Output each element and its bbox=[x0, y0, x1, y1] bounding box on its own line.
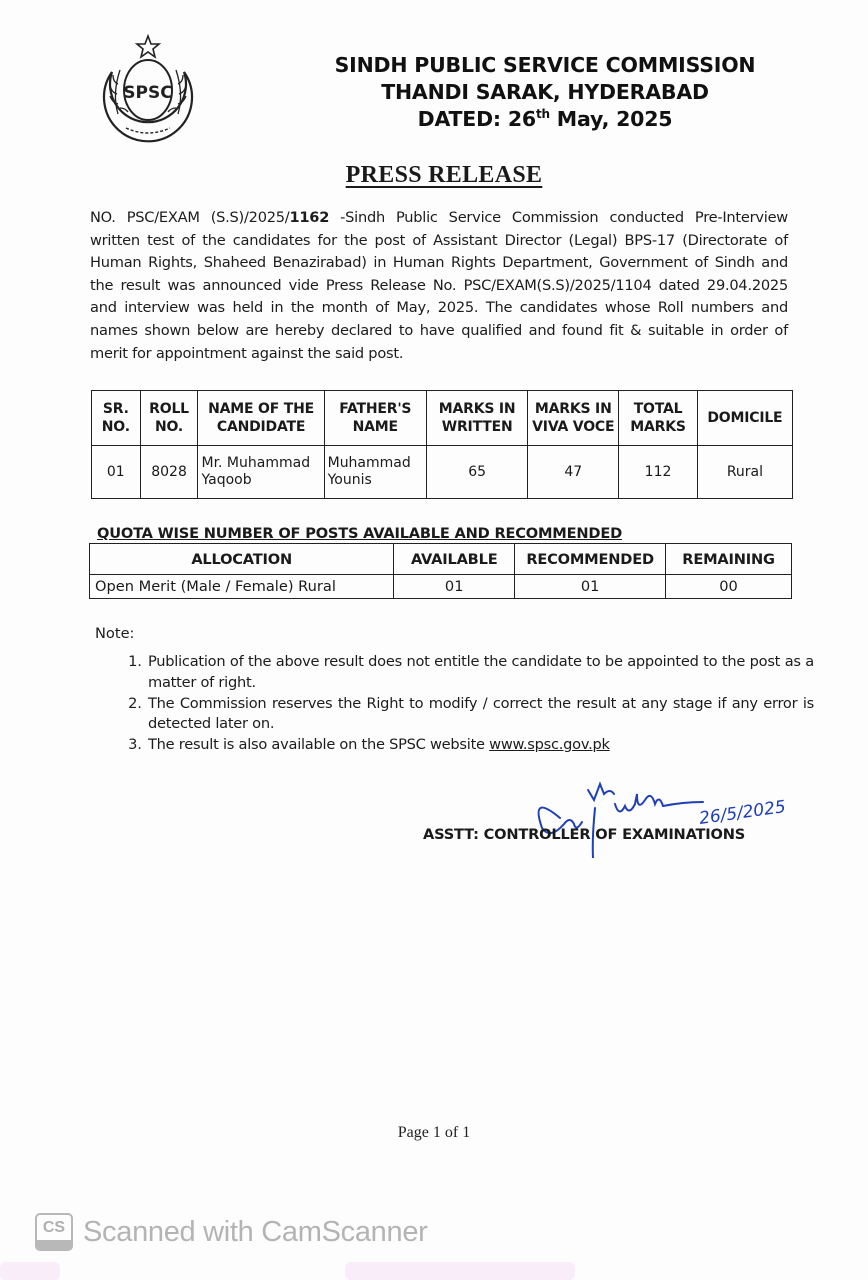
quota-title: QUOTA WISE NUMBER OF POSTS AVAILABLE AND RECOMMENDED bbox=[97, 525, 623, 542]
camscanner-logo-icon: CS bbox=[35, 1213, 73, 1251]
candidate-name-cell: Mr. Muhammad Yaqoob bbox=[198, 446, 324, 499]
letterhead bbox=[280, 52, 810, 133]
website-link[interactable]: www.spsc.gov.pk bbox=[489, 736, 610, 754]
results-table bbox=[91, 390, 793, 499]
note-item: 2. The Commission reserves the Right to modify / correct the result at any stage if any error is detected later on. bbox=[146, 694, 814, 736]
note-item: 1. Publication of the above result does not entitle the candidate to be appointed to the post as a matter of right. bbox=[146, 652, 814, 694]
body-text: -Sindh Public Service Commission conducted Pre-Interview written test of the candidates for the post of Assistant Director (Legal) BPS-17 (Directorate of Human Rights, Shaheed Benazirabad) in Human Rights Department, Government of Sindh and the result was announced vide Press Release No. PSC/EXAM(S.S)/2025/1104 dated 29.04.2025 and interview was held in the month of May, 2025. The candidates whose Roll numbers and names shown below are hereby declared to have qualified and found fit & suitable in order of merit for appointment against the said post. bbox=[90, 209, 788, 362]
recommended-cell: 01 bbox=[515, 575, 666, 599]
org-address: THANDI SARAK, HYDERABAD bbox=[381, 80, 709, 104]
column-header: TOTAL MARKS bbox=[619, 391, 698, 446]
allocation-cell: Open Merit (Male / Female) Rural bbox=[90, 575, 394, 599]
viva-marks-cell: 47 bbox=[528, 446, 619, 499]
column-header: DOMICILE bbox=[697, 391, 792, 446]
table-row bbox=[92, 446, 793, 499]
camscanner-watermark bbox=[35, 1213, 428, 1251]
body-paragraph bbox=[90, 207, 788, 365]
table-row bbox=[90, 575, 792, 599]
column-header: MARKS IN VIVA VOCE bbox=[528, 391, 619, 446]
column-header: NAME OF THE CANDIDATE bbox=[198, 391, 324, 446]
domicile-cell: Rural bbox=[697, 446, 792, 499]
watermark-text: Scanned with CamScanner bbox=[83, 1215, 428, 1248]
total-marks-cell: 112 bbox=[619, 446, 698, 499]
scan-artifact bbox=[345, 1262, 575, 1280]
column-header: RECOMMENDED bbox=[515, 544, 666, 575]
column-header: ALLOCATION bbox=[90, 544, 394, 575]
handwritten-signature-icon bbox=[520, 778, 840, 858]
page-number: Page 1 of 1 bbox=[397, 1124, 471, 1141]
written-marks-cell: 65 bbox=[426, 446, 527, 499]
father-name-cell: Muhammad Younis bbox=[324, 446, 426, 499]
sr-no-cell: 01 bbox=[92, 446, 141, 499]
column-header: SR. NO. bbox=[92, 391, 141, 446]
quota-table bbox=[89, 543, 792, 599]
column-header: ROLL NO. bbox=[140, 391, 198, 446]
document-title: PRESS RELEASE bbox=[345, 162, 543, 188]
table-header-row bbox=[92, 391, 793, 446]
roll-no-cell: 8028 bbox=[140, 446, 198, 499]
available-cell: 01 bbox=[394, 575, 515, 599]
note-item: 3. The result is also available on the SPSC website www.spsc.gov.pk bbox=[146, 735, 814, 756]
remaining-cell: 00 bbox=[666, 575, 792, 599]
column-header: AVAILABLE bbox=[394, 544, 515, 575]
org-name: SINDH PUBLIC SERVICE COMMISSION bbox=[334, 53, 756, 77]
signature-date: 26/5/2025 bbox=[697, 797, 788, 829]
column-header: MARKS IN WRITTEN bbox=[426, 391, 527, 446]
reference-number: 1162 bbox=[289, 209, 330, 226]
column-header: FATHER'S NAME bbox=[324, 391, 426, 446]
table-header-row bbox=[90, 544, 792, 575]
logo-text: SPSC bbox=[123, 83, 173, 103]
scan-artifact bbox=[0, 1262, 60, 1280]
notes-list bbox=[118, 652, 814, 756]
spsc-logo-icon bbox=[92, 34, 204, 146]
note-label: Note: bbox=[95, 625, 135, 642]
reference-prefix: NO. PSC/EXAM (S.S)/2025/ bbox=[90, 209, 290, 226]
signatory-designation: ASSTT: CONTROLLER OF EXAMINATIONS bbox=[423, 826, 746, 843]
document-date: DATED: 26th May, 2025 bbox=[417, 107, 673, 131]
column-header: REMAINING bbox=[666, 544, 792, 575]
